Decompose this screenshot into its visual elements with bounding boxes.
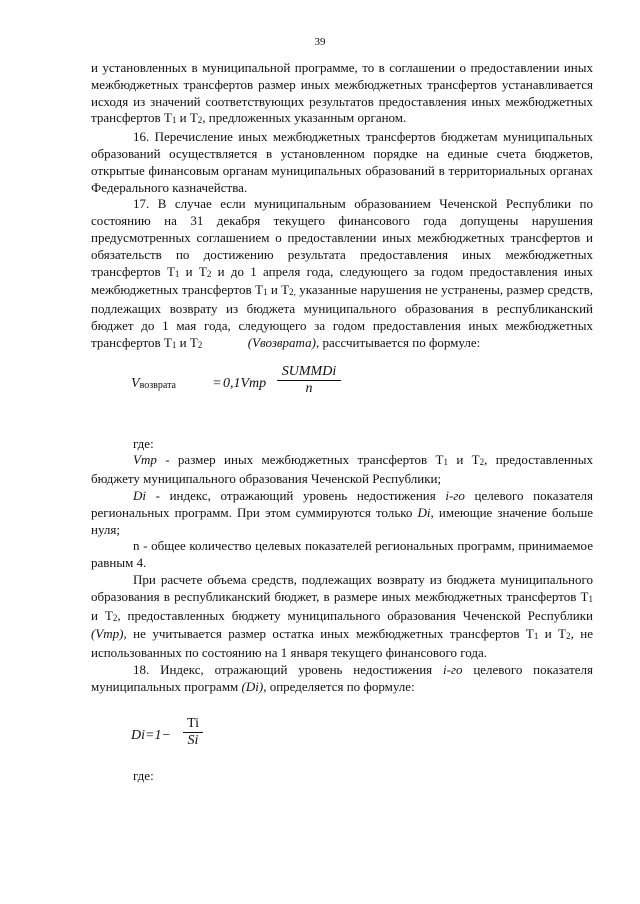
paragraph-16: 16. Перечисление иных межбюджетных трансфертов бюджетам муниципальных образований осуществляется в установленном порядке на единые счета бюджетов, открытые финансовым органам муниципальных образований в территориальных органах Федерального казначейства. (91, 129, 593, 195)
definition-n: n - общее количество целевых показателей региональных программ, принимаемое равным 4. (91, 538, 593, 571)
paragraph-17: 17. В случае если муниципальным образованием Чеченской Республики по состоянию на 31 декабря текущего финансового года допущены нарушения предусмотренных соглашением о предоставлении иных межбюджетных трансфертов и обязательств по достижению результата предоставления иных межбюджетных трансфертов Т1 и Т2 и до 1 апреля года, следующего за годом предоставления иных межбюджетных трансфертов Т1 и Т2, указанные нарушения не устранены, размер средств, подлежащих возврату из бюджета муниципального образования в республиканский бюджет до 1 мая года, следующего за годом предоставления иных межбюджетных трансфертов Т1 и Т2 (Vвозврата), рассчитывается по формуле: (91, 196, 594, 350)
formula-index-di: Di=1− $\frac{Ti}{Si}$ (91, 696, 593, 768)
definition-di: Di - индекс, отражающий уровень недостижения i-го целевого показателя региональных программ. При этом суммируются только Di, имеющие значение больше нуля; (91, 487, 594, 537)
definition-vmp: Vmp - размер иных межбюджетных трансфертов Т1 и Т2, предоставленных бюджету муниципального образования Чеченской Республики; (91, 452, 593, 487)
document-body (91, 60, 593, 784)
paragraph-continuation: и установленных в муниципальной программе, то в соглашении о предоставлении иных межбюджетных трансфертов размер иных межбюджетных трансфертов устанавливается исходя из значений соответствующих результатов предоставления иных межбюджетных трансфертов Т1 и Т2, предложенных указанным органом. (91, 60, 593, 126)
paragraph-calculation: При расчете объема средств, подлежащих возврату из бюджета муниципального образования в республиканский бюджет, в размере иных межбюджетных трансфертов Т1 и Т2, предоставленных бюджету муниципального образования Чеченской Республики (Vmp), не учитывается размер остатка иных межбюджетных трансфертов Т1 и Т2, не использованных по состоянию на 1 января текущего финансового года. (91, 571, 593, 661)
where-label: где: (133, 767, 154, 783)
where-label: где: (133, 435, 154, 451)
fraction: SUMMDi n (277, 364, 341, 399)
page-number: 39 (314, 36, 326, 48)
fraction: $\frac{Ti}{Si}$ (183, 716, 203, 751)
formula-return-amount: Vвозврата = 0,1Vmp SUMMDi n (91, 354, 593, 418)
paragraph-18: 18. Индекс, отражающий уровень недостижения i-го целевого показателя муниципальных программ (Di), определяется по формуле: (91, 661, 593, 694)
